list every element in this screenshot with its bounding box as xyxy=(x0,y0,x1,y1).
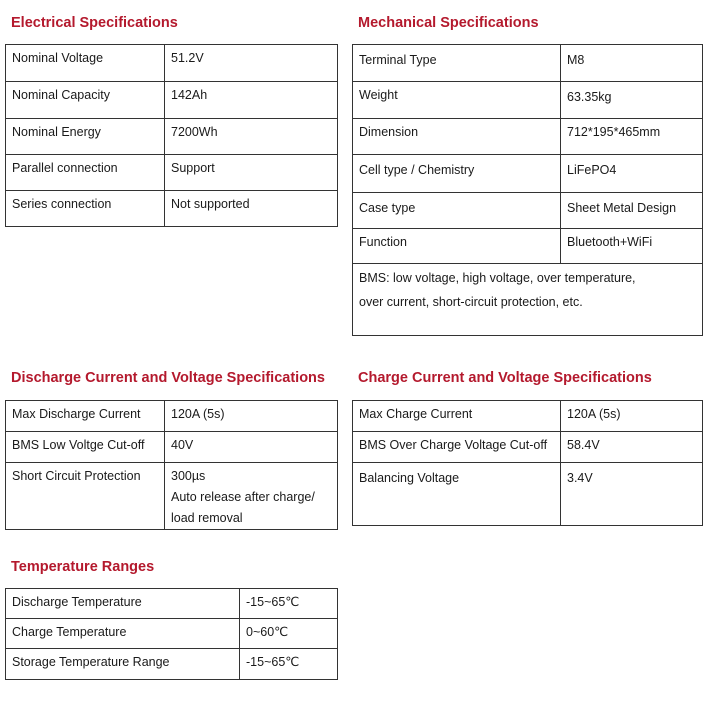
table-row xyxy=(6,155,338,191)
table-row xyxy=(6,649,338,680)
spec-label: Nominal Energy xyxy=(6,119,165,155)
temperature-table xyxy=(5,588,338,680)
table-row xyxy=(6,401,338,432)
table-row xyxy=(6,45,338,82)
table-row xyxy=(6,191,338,227)
spec-label: Max Charge Current xyxy=(353,401,561,432)
table-row xyxy=(353,82,703,119)
table-row xyxy=(6,589,338,619)
spec-label: Discharge Temperature xyxy=(6,589,240,619)
discharge-heading: Discharge Current and Voltage Specifications xyxy=(11,370,325,386)
table-row xyxy=(6,432,338,463)
table-row xyxy=(6,619,338,649)
spec-label: Series connection xyxy=(6,191,165,227)
spec-value: Support xyxy=(165,155,338,191)
electrical-table xyxy=(5,44,338,227)
table-row xyxy=(6,463,338,530)
spec-label: Balancing Voltage xyxy=(353,463,561,526)
spec-label: Case type xyxy=(353,193,561,229)
spec-label: Nominal Voltage xyxy=(6,45,165,82)
spec-value: 120A (5s) xyxy=(561,401,703,432)
table-row xyxy=(353,463,703,526)
spec-value: 7200Wh xyxy=(165,119,338,155)
spec-label: Charge Temperature xyxy=(6,619,240,649)
spec-value: M8 xyxy=(561,45,703,82)
bms-line: BMS: low voltage, high voltage, over temperature, xyxy=(359,271,636,285)
table-row xyxy=(353,229,703,264)
spec-label: Storage Temperature Range xyxy=(6,649,240,680)
charge-heading: Charge Current and Voltage Specifications xyxy=(358,370,652,386)
spec-label: Max Discharge Current xyxy=(6,401,165,432)
spec-value: Bluetooth+WiFi xyxy=(561,229,703,264)
spec-value xyxy=(165,463,338,530)
spec-value: 712*195*465mm xyxy=(561,119,703,155)
spec-value: Not supported xyxy=(165,191,338,227)
spec-label: Dimension xyxy=(353,119,561,155)
spec-value: -15~65℃ xyxy=(240,649,338,680)
spec-label: Terminal Type xyxy=(353,45,561,82)
charge-table xyxy=(352,400,703,526)
spec-value: 63.35kg xyxy=(561,82,703,119)
spec-value: Sheet Metal Design xyxy=(561,193,703,229)
value-line: 300µs xyxy=(171,469,206,483)
spec-value: 3.4V xyxy=(561,463,703,526)
discharge-table xyxy=(5,400,338,530)
mechanical-table xyxy=(352,44,703,336)
table-row xyxy=(353,155,703,193)
spec-value: -15~65℃ xyxy=(240,589,338,619)
spec-label: Parallel connection xyxy=(6,155,165,191)
electrical-heading: Electrical Specifications xyxy=(11,15,178,31)
spec-value: LiFePO4 xyxy=(561,155,703,193)
table-row xyxy=(353,401,703,432)
table-row xyxy=(6,119,338,155)
spec-label: Function xyxy=(353,229,561,264)
spec-value: 40V xyxy=(165,432,338,463)
table-row xyxy=(353,193,703,229)
table-row xyxy=(353,45,703,82)
spec-label: Short Circuit Protection xyxy=(6,463,165,530)
value-line: load removal xyxy=(171,511,243,525)
spec-value: 0~60℃ xyxy=(240,619,338,649)
table-row xyxy=(353,432,703,463)
bms-line: over current, short-circuit protection, etc. xyxy=(359,295,583,309)
table-row xyxy=(353,264,703,336)
table-row xyxy=(353,119,703,155)
spec-label: Weight xyxy=(353,82,561,119)
spec-value: 142Ah xyxy=(165,82,338,119)
spec-label: Cell type / Chemistry xyxy=(353,155,561,193)
spec-label: Nominal Capacity xyxy=(6,82,165,119)
spec-value: 58.4V xyxy=(561,432,703,463)
spec-value: 51.2V xyxy=(165,45,338,82)
spec-value: 120A (5s) xyxy=(165,401,338,432)
mechanical-heading: Mechanical Specifications xyxy=(358,15,539,31)
temperature-heading: Temperature Ranges xyxy=(11,559,155,575)
table-row xyxy=(6,82,338,119)
value-line: Auto release after charge/ xyxy=(171,490,315,504)
bms-protection-note xyxy=(353,264,703,336)
spec-label: BMS Over Charge Voltage Cut-off xyxy=(353,432,561,463)
spec-label: BMS Low Voltge Cut-off xyxy=(6,432,165,463)
